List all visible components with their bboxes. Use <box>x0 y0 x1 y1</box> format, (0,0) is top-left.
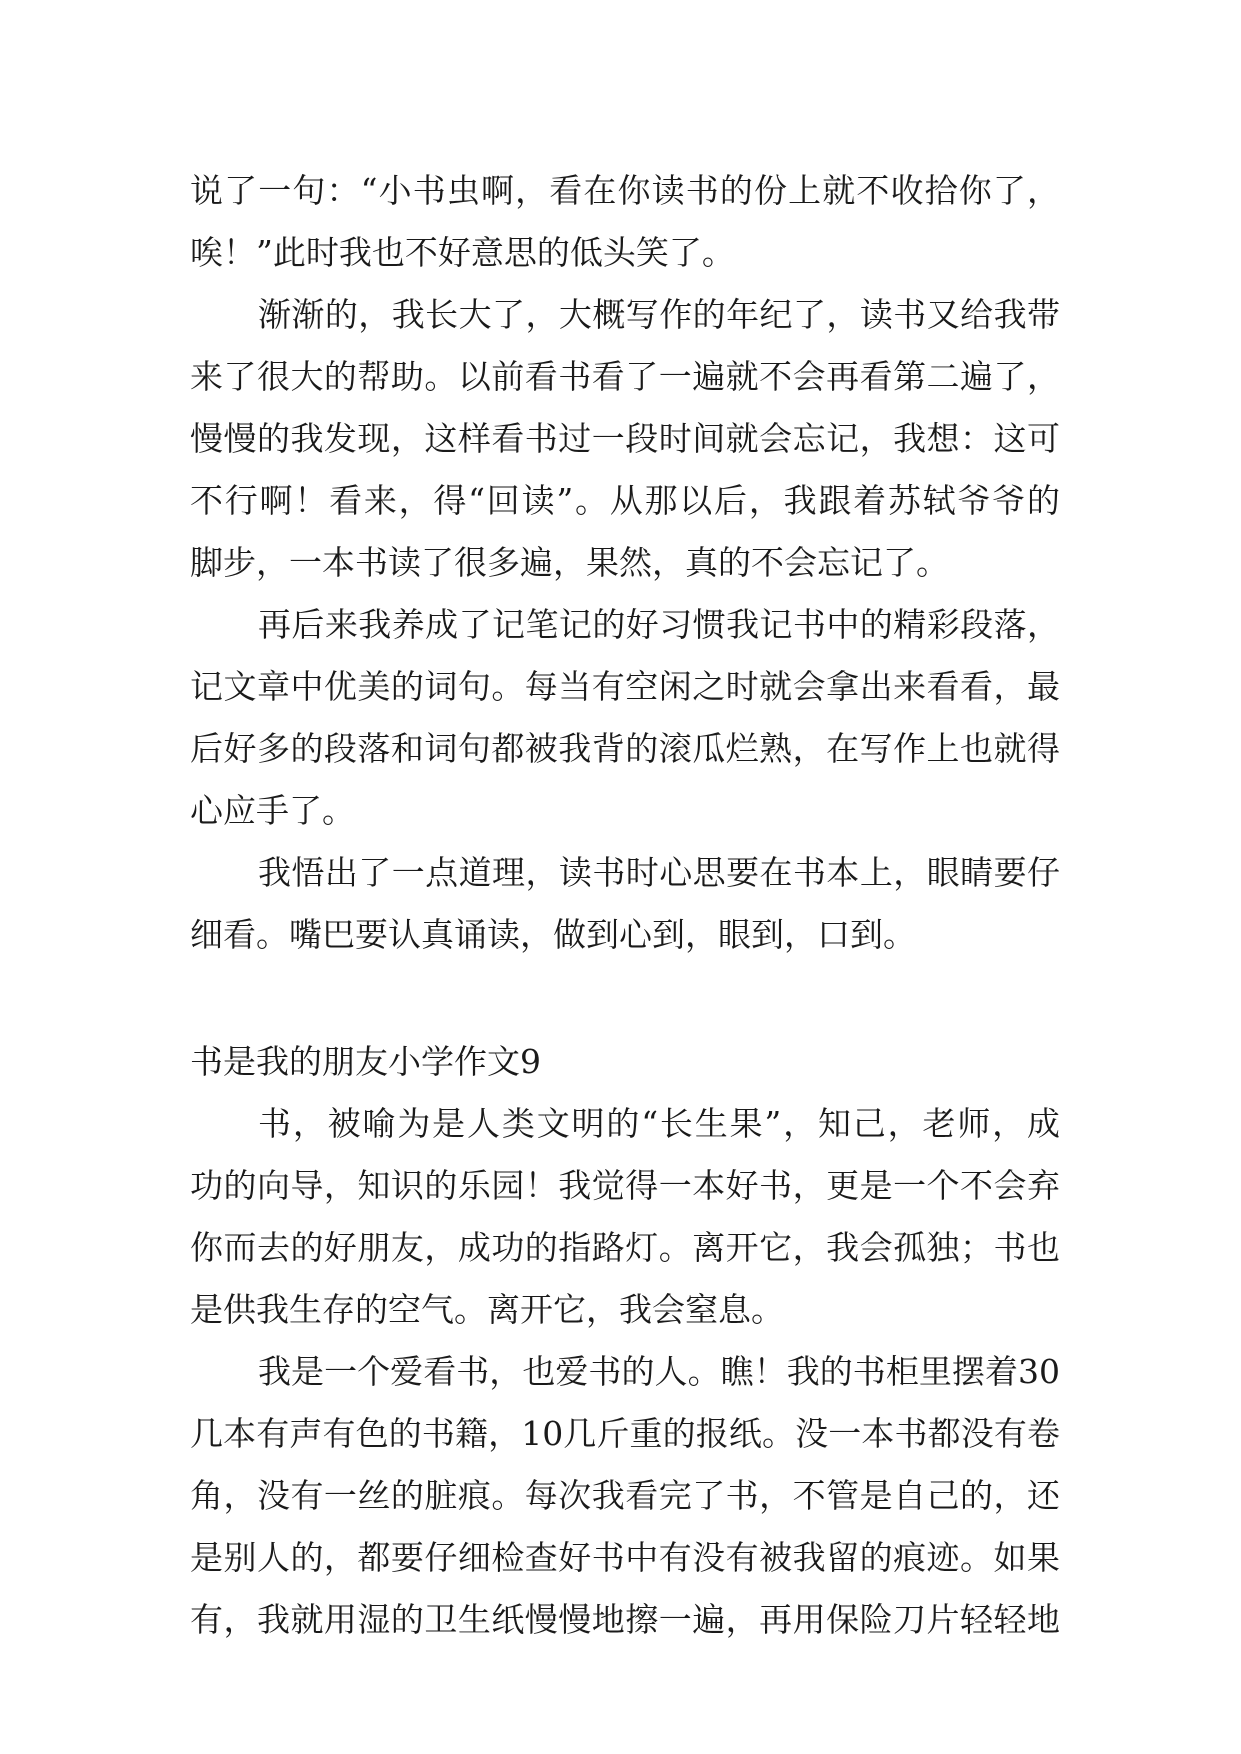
text-line: 细看。嘴巴要认真诵读，做到心到，眼到，口到。 <box>190 915 916 954</box>
text-line: 书，被喻为是人类文明的“长生果”，知己，老师，成 <box>258 1104 1060 1143</box>
text-line: 心应手了。 <box>190 791 355 830</box>
text-line: 后好多的段落和词句都被我背的滚瓜烂熟，在写作上也就得 <box>190 729 1060 768</box>
text-line: 有，我就用湿的卫生纸慢慢地擦一遍，再用保险刀片轻轻地 <box>190 1600 1060 1639</box>
text-line: 功的向导，知识的乐园！我觉得一本好书，更是一个不会弃 <box>190 1166 1060 1205</box>
text-line: 再后来我养成了记笔记的好习惯我记书中的精彩段落， <box>258 605 1060 644</box>
document-page <box>190 160 1060 1651</box>
text-line: 是别人的，都要仔细检查好书中有没有被我留的痕迹。如果 <box>190 1538 1060 1577</box>
text-line: 我悟出了一点道理，读书时心思要在书本上，眼睛要仔 <box>258 853 1060 892</box>
text-line: 不行啊！看来，得“回读”。从那以后，我跟着苏轼爷爷的 <box>190 481 1060 520</box>
paragraph <box>190 1093 1060 1341</box>
text-line: 唉！”此时我也不好意思的低头笑了。 <box>190 233 735 272</box>
paragraph <box>190 594 1060 842</box>
text-line: 几本有声有色的书籍，10几斤重的报纸。没一本书都没有卷 <box>190 1414 1060 1453</box>
text-line: 渐渐的，我长大了，大概写作的年纪了，读书又给我带 <box>258 295 1060 334</box>
paragraph <box>190 1341 1060 1651</box>
text-line: 我是一个爱看书，也爱书的人。瞧！我的书柜里摆着30 <box>258 1352 1060 1391</box>
text-line: 来了很大的帮助。以前看书看了一遍就不会再看第二遍了， <box>190 357 1060 396</box>
section-title: 书是我的朋友小学作文9 <box>190 1042 541 1081</box>
text-line: 慢慢的我发现，这样看书过一段时间就会忘记，我想：这可 <box>190 419 1060 458</box>
paragraph <box>190 284 1060 594</box>
text-line: 脚步，一本书读了很多遍，果然，真的不会忘记了。 <box>190 543 949 582</box>
text-line: 你而去的好朋友，成功的指路灯。离开它，我会孤独；书也 <box>190 1228 1060 1267</box>
section-spacer <box>190 966 1060 1031</box>
text-line: 角，没有一丝的脏痕。每次我看完了书，不管是自己的，还 <box>190 1476 1060 1515</box>
paragraph <box>190 160 1060 284</box>
text-line: 说了一句：“小书虫啊，看在你读书的份上就不收拾你了， <box>190 171 1060 210</box>
text-line: 是供我生存的空气。离开它，我会窒息。 <box>190 1290 784 1329</box>
paragraph <box>190 842 1060 966</box>
text-line: 记文章中优美的词句。每当有空闲之时就会拿出来看看，最 <box>190 667 1060 706</box>
